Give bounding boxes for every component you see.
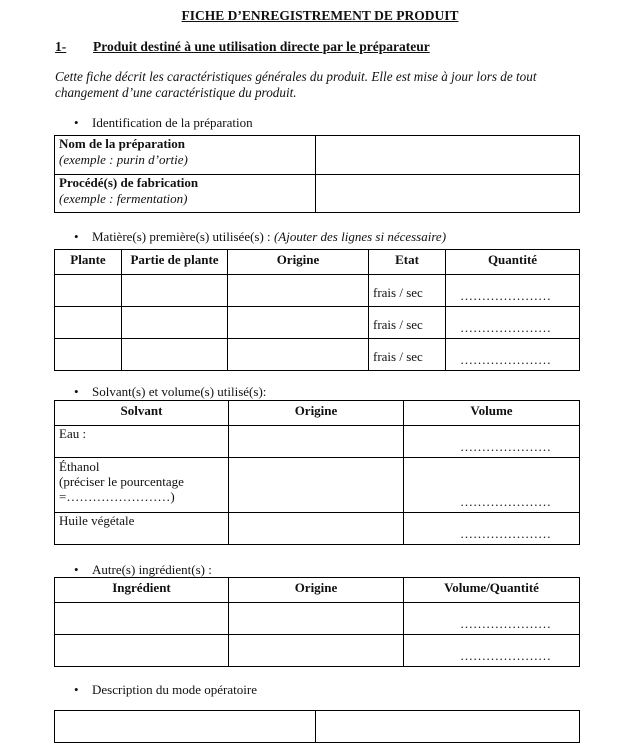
description-input[interactable] (316, 711, 580, 743)
plante-input[interactable] (55, 275, 122, 307)
ingredient-input[interactable] (55, 635, 229, 667)
solvant-ethanol-cell (55, 458, 229, 513)
bullet-matieres (74, 229, 446, 245)
ethanol-hint: (préciser le pourcentage (59, 474, 184, 489)
table-row (55, 635, 580, 667)
table-row (55, 275, 580, 307)
table-row (55, 513, 580, 545)
plante-input[interactable] (55, 307, 122, 339)
origine-input[interactable] (229, 603, 404, 635)
column-header-quantite: Quantité (446, 250, 580, 275)
identification-heading: Identification de la préparation (92, 115, 253, 130)
bullet-icon: • (74, 229, 79, 244)
origine-input[interactable] (229, 635, 404, 667)
volume-quantite-input[interactable] (404, 603, 580, 635)
dotted-line: ………………… (460, 439, 551, 454)
table-row (55, 426, 580, 458)
etat-option[interactable]: frais / sec (369, 275, 446, 307)
quantite-input[interactable] (446, 275, 580, 307)
column-header-plante: Plante (55, 250, 122, 275)
table-header-row (55, 401, 580, 426)
dotted-line: ………………… (460, 526, 551, 541)
description-heading: Description du mode opératoire (92, 682, 257, 697)
dotted-line: ………………… (460, 648, 551, 663)
matieres-heading: Matière(s) première(s) utilisée(s) : (92, 229, 271, 244)
matieres-table (54, 249, 580, 371)
table-header-row (55, 578, 580, 603)
origine-input[interactable] (228, 275, 369, 307)
description-table (54, 710, 580, 743)
ingredient-input[interactable] (55, 603, 229, 635)
volume-input[interactable] (404, 426, 580, 458)
column-header-etat: Etat (369, 250, 446, 275)
quantite-input[interactable] (446, 307, 580, 339)
column-header-origine: Origine (228, 250, 369, 275)
dotted-line: ………………… (460, 494, 551, 509)
volume-quantite-input[interactable] (404, 635, 580, 667)
ethanol-label: Éthanol (59, 459, 100, 474)
table-header-row (55, 250, 580, 275)
table-row (55, 175, 580, 213)
procede-example: (exemple : fermentation) (59, 191, 188, 206)
quantite-input[interactable] (446, 339, 580, 371)
description-input[interactable] (55, 711, 316, 743)
table-row (55, 458, 580, 513)
table-row (55, 603, 580, 635)
nom-preparation-example: (exemple : purin d’ortie) (59, 152, 188, 167)
etat-option[interactable]: frais / sec (369, 307, 446, 339)
solvants-heading: Solvant(s) et volume(s) utilisé(s): (92, 384, 267, 399)
bullet-solvants (74, 384, 266, 400)
autres-heading: Autre(s) ingrédient(s) : (92, 562, 212, 577)
origine-input[interactable] (229, 458, 404, 513)
partie-input[interactable] (122, 339, 228, 371)
partie-input[interactable] (122, 275, 228, 307)
partie-input[interactable] (122, 307, 228, 339)
solvant-eau-label: Eau : (55, 426, 229, 458)
column-header-volume-quantite: Volume/Quantité (404, 578, 580, 603)
origine-input[interactable] (229, 513, 404, 545)
dotted-line: ………………… (460, 352, 551, 367)
bullet-icon: • (74, 384, 79, 399)
autres-table (54, 577, 580, 667)
bullet-icon: • (74, 682, 79, 697)
volume-input[interactable] (404, 513, 580, 545)
plante-input[interactable] (55, 339, 122, 371)
matieres-note: (Ajouter des lignes si nécessaire) (273, 229, 447, 244)
origine-input[interactable] (229, 426, 404, 458)
volume-input[interactable] (404, 458, 580, 513)
bullet-icon: • (74, 115, 79, 130)
etat-option[interactable]: frais / sec (369, 339, 446, 371)
bullet-identification (74, 115, 253, 131)
column-header-solvant: Solvant (55, 401, 229, 426)
ethanol-percentage[interactable]: =……………………) (59, 489, 175, 504)
section-title: Produit destiné à une utilisation directe par le préparateur (93, 39, 430, 54)
dotted-line: ………………… (460, 616, 551, 631)
identification-table (54, 135, 580, 213)
nom-preparation-input[interactable] (316, 136, 580, 175)
table-row (55, 711, 580, 743)
table-row (55, 307, 580, 339)
procede-input[interactable] (316, 175, 580, 213)
table-row (55, 339, 580, 371)
bullet-autres (74, 562, 212, 578)
procede-label: Procédé(s) de fabrication (59, 175, 199, 190)
column-header-ingredient: Ingrédient (55, 578, 229, 603)
table-row (55, 136, 580, 175)
intro-text: Cette fiche décrit les caractéristiques générales du produit. Elle est mise à jour lors de tout changement d’une caractéristique du produit. (55, 69, 537, 100)
column-header-partie: Partie de plante (122, 250, 228, 275)
origine-input[interactable] (228, 339, 369, 371)
section-number: 1- (55, 39, 67, 54)
solvant-huile-label: Huile végétale (55, 513, 229, 545)
origine-input[interactable] (228, 307, 369, 339)
identification-label-cell (55, 136, 316, 175)
dotted-line: ………………… (460, 320, 551, 335)
dotted-line: ………………… (460, 288, 551, 303)
column-header-volume: Volume (404, 401, 580, 426)
page-title: FICHE D’ENREGISTREMENT DE PRODUIT (181, 8, 459, 23)
bullet-description (74, 682, 257, 698)
solvants-table (54, 400, 580, 545)
column-header-origine: Origine (229, 578, 404, 603)
column-header-origine: Origine (229, 401, 404, 426)
identification-label-cell (55, 175, 316, 213)
nom-preparation-label: Nom de la préparation (59, 136, 186, 151)
bullet-icon: • (74, 562, 79, 577)
